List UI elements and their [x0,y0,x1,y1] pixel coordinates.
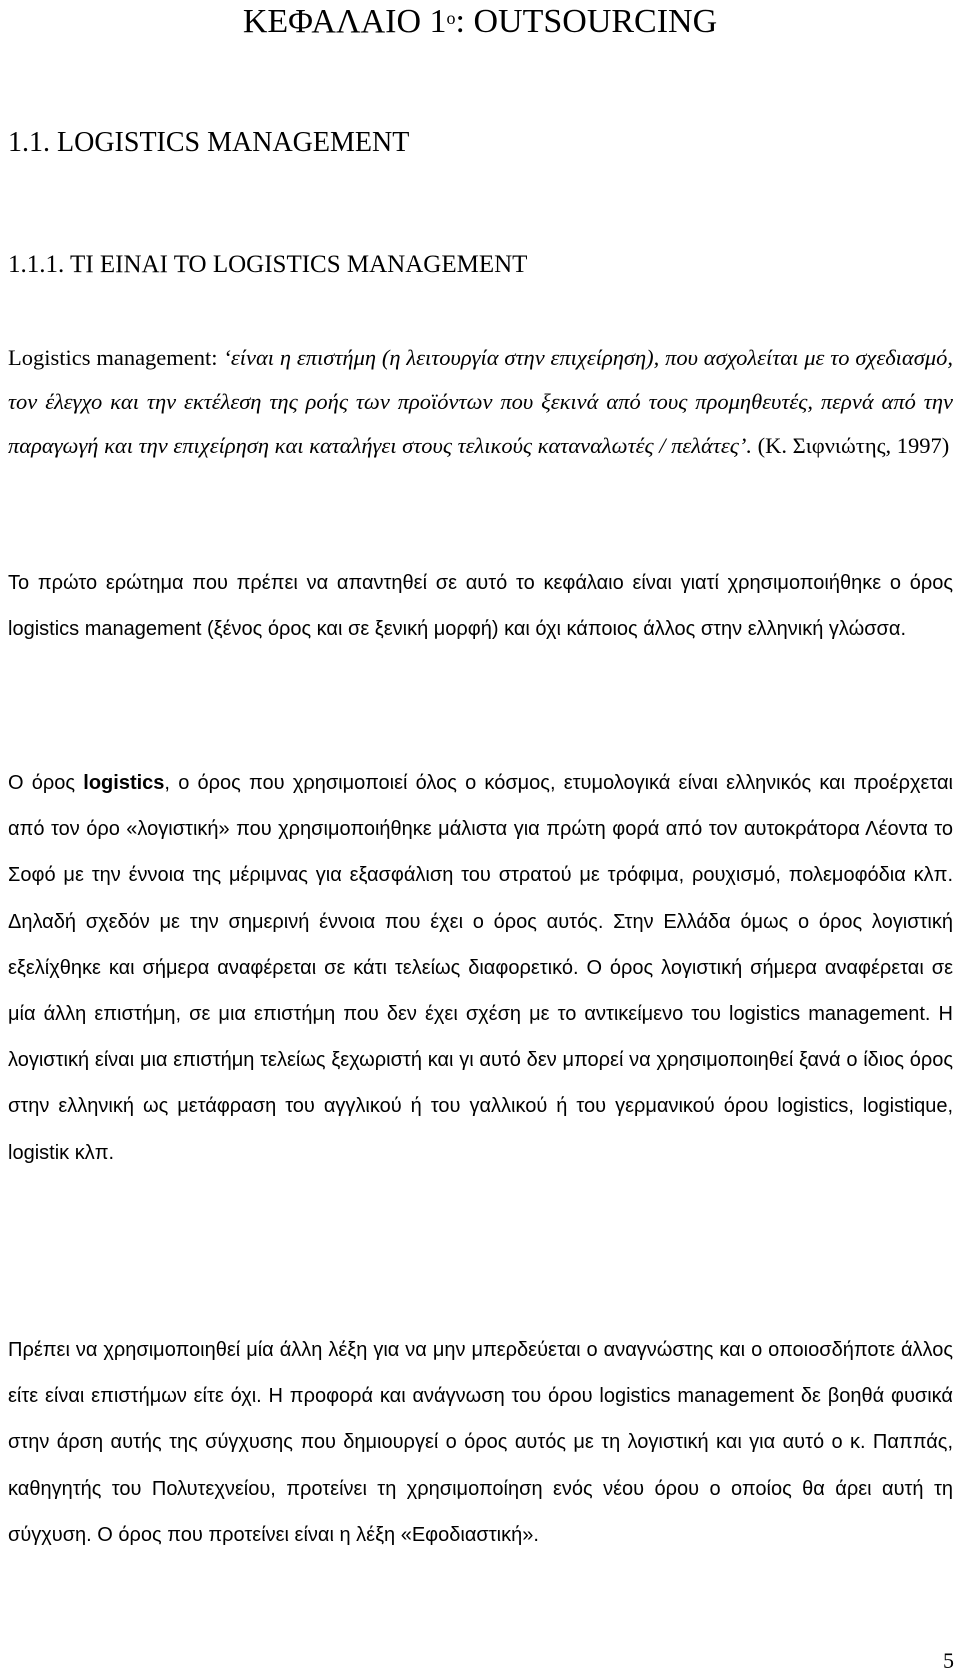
etymology-paragraph [8,760,953,1176]
chapter-title-superscript: ο [446,8,456,28]
etymology-text-start: Ο όρος [8,772,84,794]
definition-quote: ‘είναι η επιστήμη (η λειτουργία στην επιχείρηση), που ασχολείται με το σχεδιασμό, τον έλεγχο και την εκτέλεση της ροής των προϊόντων που ξεκινά από τους προμηθευτές, περνά από την παραγωγή και την επιχείρηση και καταλήγει στους τελικούς καταναλωτές / πελάτες’. [8,345,953,458]
chapter-title-suffix: : OUTSOURCING [455,3,718,40]
proposal-paragraph: Πρέπει να χρησιμοποιηθεί μία άλλη λέξη για να μην μπερδεύεται ο αναγνώστης και ο οποιοσδήποτε άλλος είτε είναι επιστήμων είτε όχι. Η προφορά και ανάγνωση του όρου logistics management δε βοηθά φυσικά στην άρση αυτής της σύγχυσης που δημιουργεί ο όρος αυτός με τη λογιστική και για αυτό ο κ. Παππάς, καθηγητής του Πολυτεχνείου, προτείνει τη χρησιμοποίηση ενός νέου όρου ο οποίος θα άρει αυτή τη σύγχυση. Ο όρος που προτείνει είναι η λέξη «Εφοδιαστική». [8,1339,953,1546]
definition-paragraph [8,336,953,468]
question-paragraph: Το πρώτο ερώτημα που πρέπει να απαντηθεί σε αυτό το κεφάλαιο είναι γιατί χρησιμοποιήθηκε ο όρος logistics management (ξένος όρος και σε ξενική μορφή) και όχι κάποιος άλλος στην ελληνική γλώσσα. [8,572,953,640]
chapter-title-prefix: ΚΕΦΑΛΑΙΟ 1 [242,3,447,40]
etymology-bold-term: logistics [83,772,165,794]
page-number: 5 [943,1648,954,1673]
etymology-text-rest: , ο όρος που χρησιμοποιεί όλος ο κόσμος, ετυμολογικά είναι ελληνικός και προέρχεται από τον όρο «λογιστική» που χρησιμοποιήθηκε μάλιστα για πρώτη φορά από τον αυτοκράτορα Λέοντα το Σοφό με την έννοια της μέριμνας για εξασφάλιση του στρατού με τρόφιμα, ρουχισμό, πολεμοφόδια κλπ. Δηλαδή σχεδόν με την σημερινή έννοια που έχει ο όρος αυτός. Στην Ελλάδα όμως ο όρος λογιστική εξελίχθηκε και σήμερα αναφέρεται σε κάτι τελείως διαφορετικό. Ο όρος λογιστική σήμερα αναφέρεται σε μία άλλη επιστήμη, σε μια επιστήμη που δεν έχει σχέση με το αντικείμενο του logistics management. Η λογιστική είναι μια επιστήμη τελείως ξεχωριστή και γι αυτό δεν μπορεί να χρησιμοποιηθεί ξανά ο ίδιος όρος στην ελληνική ως μετάφραση του αγγλικού ή του γαλλικού ή του γερμανικού όρου logistics, logistique, logistiκ κλπ. [8,772,953,1164]
definition-lead: Logistics management: [8,345,224,370]
chapter-title [0,0,960,44]
section-heading: 1.1. LOGISTICS MANAGEMENT [8,127,410,158]
subsection-heading: 1.1.1. ΤΙ ΕΙΝΑΙ ΤΟ LOGISTICS MANAGEMENT [8,251,528,278]
definition-citation: (Κ. Σιφνιώτης, 1997) [751,433,950,458]
